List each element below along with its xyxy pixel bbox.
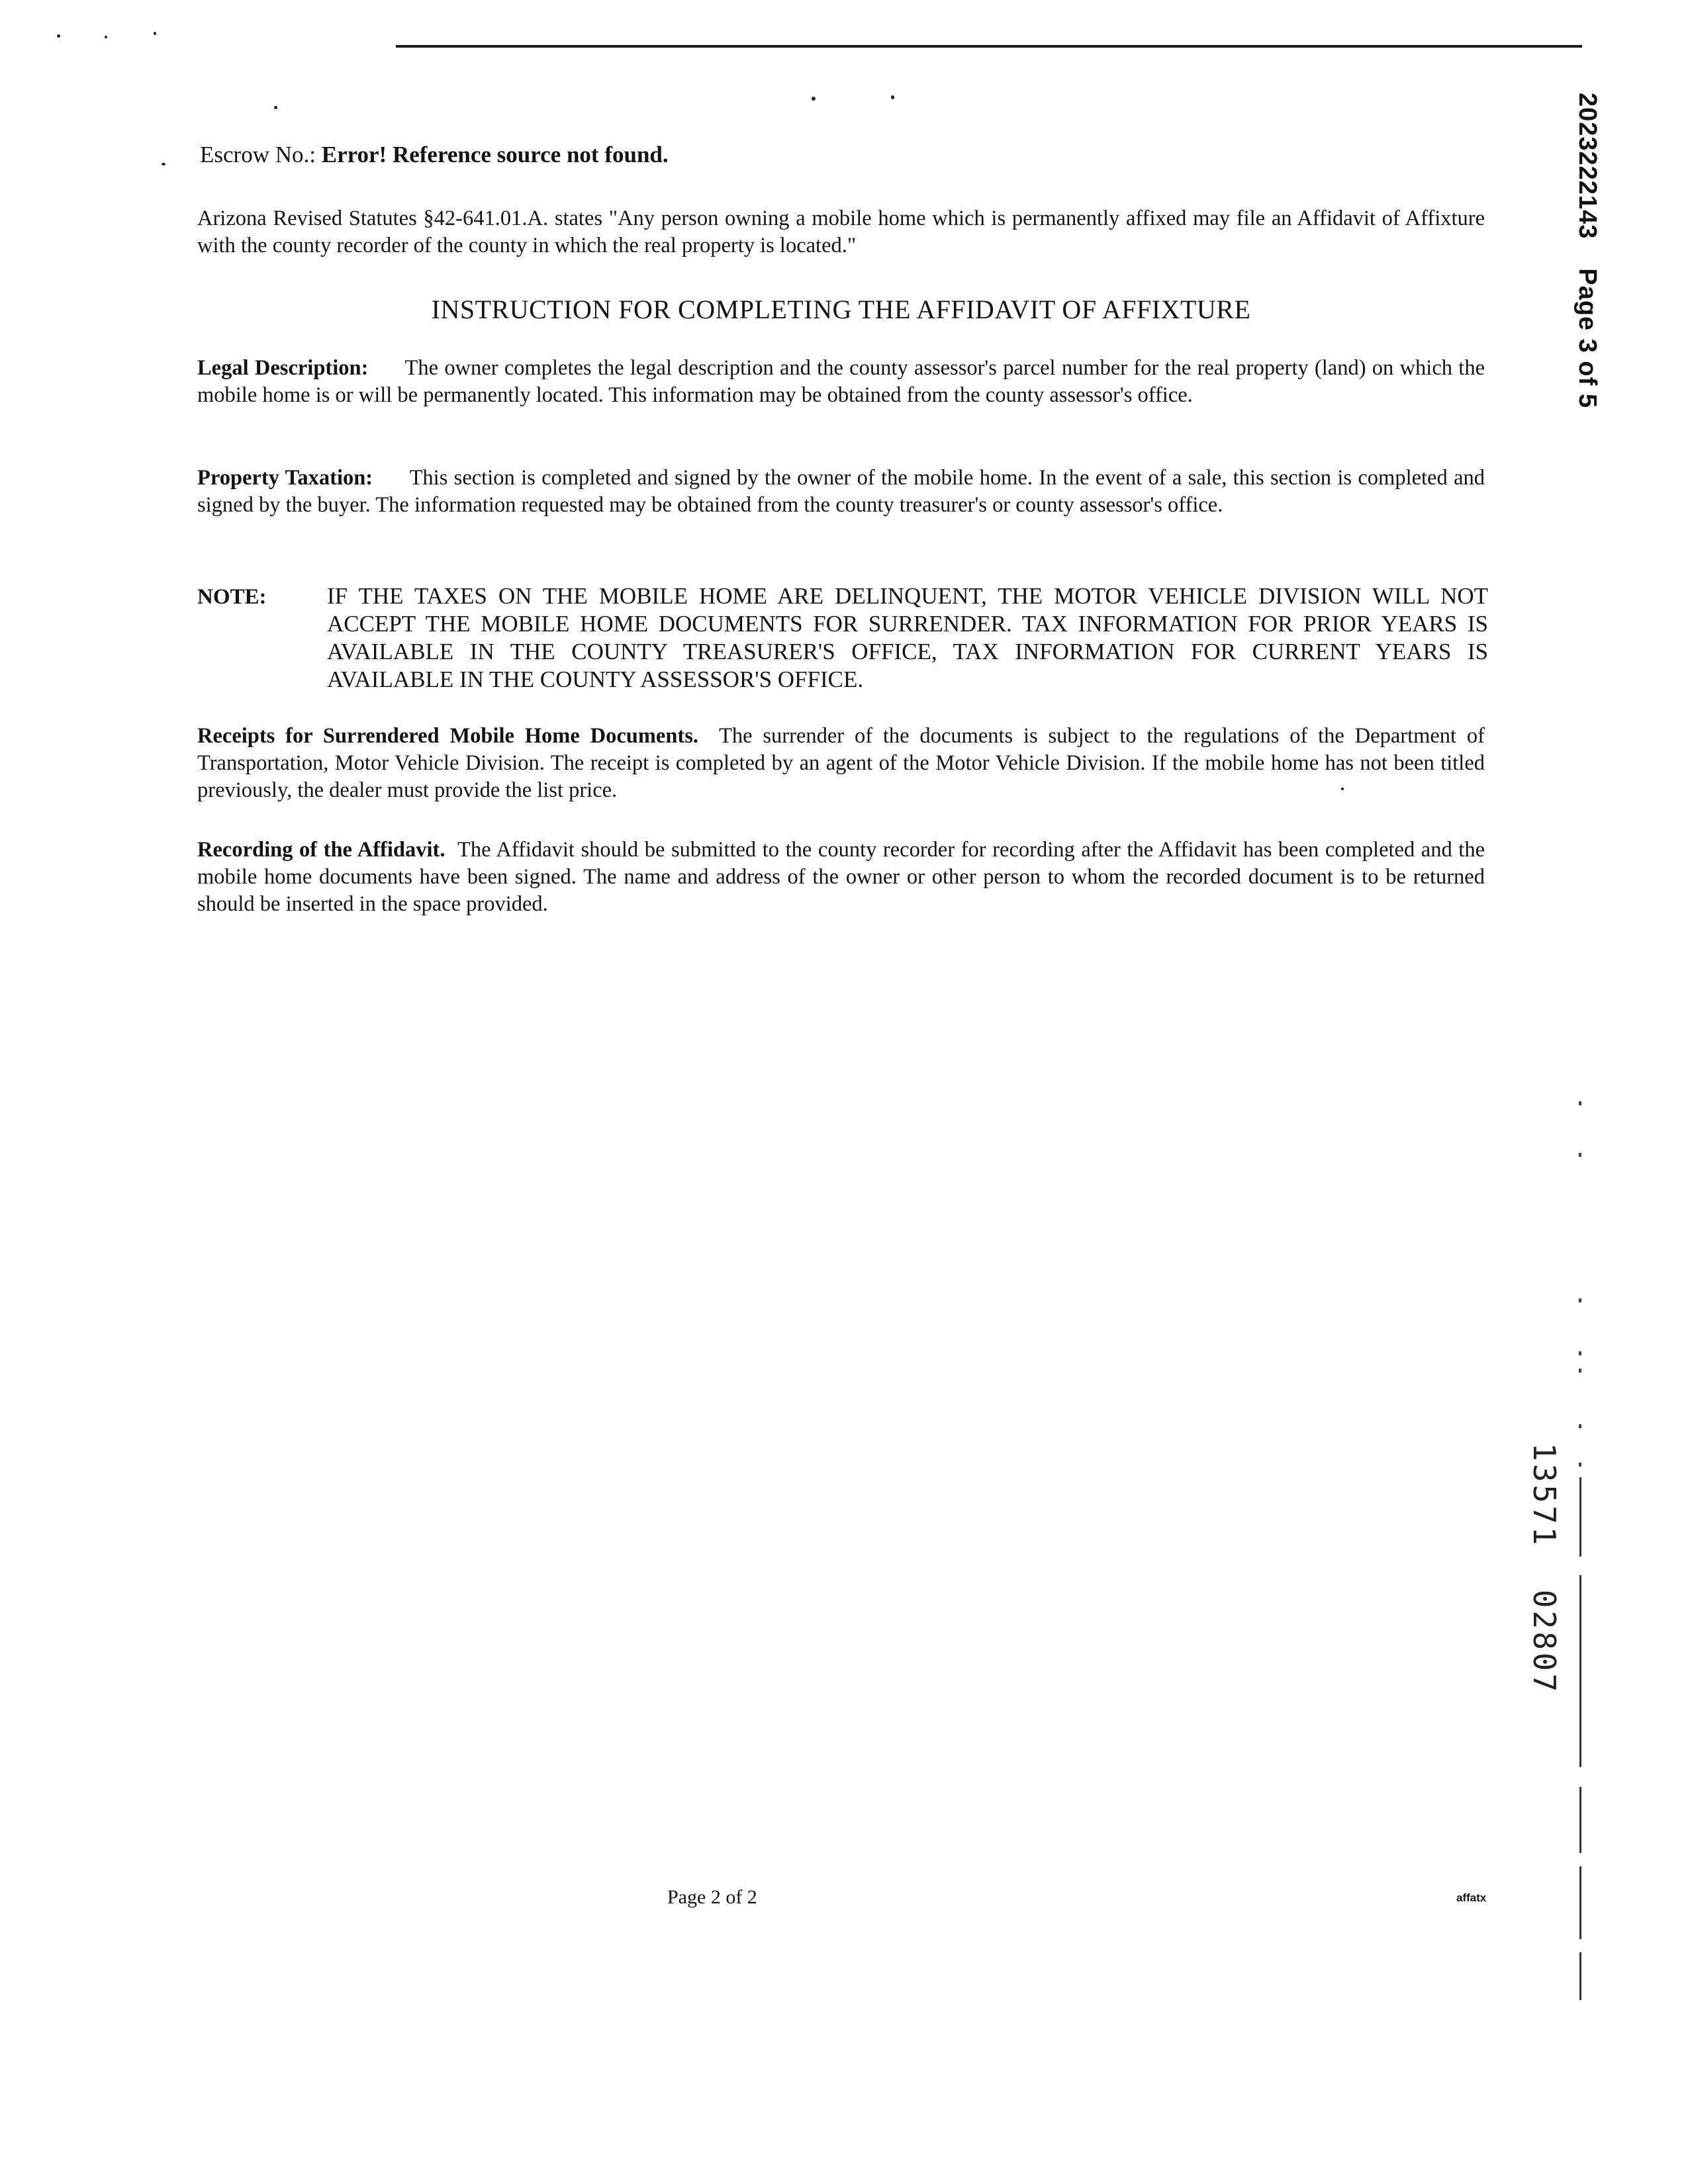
section-receipts <box>197 723 1485 804</box>
escrow-label: Escrow No.: <box>200 142 316 167</box>
section-label: Legal Description: <box>197 356 369 380</box>
page-footer: Page 2 of 2 <box>667 1886 757 1908</box>
margin-mark <box>1579 1298 1581 1302</box>
scan-speck <box>57 34 60 38</box>
section-legal-description <box>197 355 1485 409</box>
vertical-number-part1: 13571 <box>1526 1443 1562 1548</box>
section-text: The Affidavit should be submitted to the county recorder for recording after the Affidavit has been completed and the mobile home documents have been signed. The name and address of the owner or other person to whom the recorded document is to be returned should be inserted in the space provided. <box>197 838 1485 916</box>
scan-speck <box>274 106 277 109</box>
recorder-stamp <box>1573 93 1601 408</box>
vertical-reference-number <box>1526 1443 1562 1694</box>
section-label: Property Taxation: <box>197 466 373 490</box>
section-text: This section is completed and signed by the owner of the mobile home. In the event of a sale, this section is completed and signed by the buyer. The information requested may be obtained from the county treasurer's or county assessor's office. <box>197 466 1485 517</box>
scan-speck <box>105 36 107 38</box>
escrow-value: Error! Reference source not found. <box>321 142 669 167</box>
scan-speck <box>891 95 894 99</box>
margin-mark <box>1579 1463 1581 1467</box>
scan-speck <box>812 97 816 101</box>
section-recording <box>197 837 1485 918</box>
section-text: The owner completes the legal description and the county assessor's parcel number for the real property (land) on which the mobile home is or will be permanently located. This information may be obtained from the county assessor's office. <box>197 356 1485 407</box>
escrow-line <box>200 142 669 168</box>
page-title: INSTRUCTION FOR COMPLETING THE AFFIDAVIT OF AFFIXTURE <box>431 295 1251 324</box>
margin-mark <box>1579 1101 1581 1105</box>
section-label: Recording of the Affidavit. <box>197 838 445 862</box>
form-code: affatx <box>1456 1891 1487 1904</box>
margin-line <box>1579 1952 1581 2000</box>
page-label: Page 3 of 5 <box>1573 268 1601 408</box>
margin-line <box>1579 1866 1581 1939</box>
scan-speck <box>154 32 156 35</box>
scan-speck <box>162 163 165 165</box>
note-text: IF THE TAXES ON THE MOBILE HOME ARE DELINQUENT, THE MOTOR VEHICLE DIVISION WILL NOT ACCEPT THE MOBILE HOME DOCUMENTS FOR SURRENDER. TAX INFORMATION FOR PRIOR YEARS IS AVAILABLE IN THE COUNTY TREASURER'S OFFICE, TAX INFORMATION FOR CURRENT YEARS IS AVAILABLE IN THE COUNTY ASSESSOR'S OFFICE. <box>327 583 1488 692</box>
margin-mark <box>1579 1351 1581 1355</box>
margin-mark <box>1579 1153 1581 1157</box>
section-label: Receipts for Surrendered Mobile Home Documents. <box>197 724 698 748</box>
margin-line <box>1579 1575 1581 1767</box>
margin-mark <box>1579 1424 1581 1428</box>
top-rule <box>396 45 1582 48</box>
section-text: The surrender of the documents is subject to the regulations of the Department of Transportation, Motor Vehicle Division. The receipt is completed by an agent of the Motor Vehicle Division. If the mobile home has not been titled previously, the dealer must provide the list price. <box>197 724 1485 802</box>
margin-mark <box>1579 1369 1581 1373</box>
intro-paragraph: Arizona Revised Statutes §42-641.01.A. states "Any person owning a mobile home which is permanently affixed may file an Affidavit of Affixture with the county recorder of the county in which the real property is located." <box>197 206 1485 257</box>
margin-line <box>1579 1477 1581 1557</box>
section-property-taxation <box>197 465 1485 519</box>
note-label: NOTE: <box>197 585 267 609</box>
margin-line <box>1579 1787 1581 1853</box>
vertical-number-part2: 02807 <box>1526 1589 1562 1695</box>
record-number: 2023222143 <box>1573 93 1601 240</box>
